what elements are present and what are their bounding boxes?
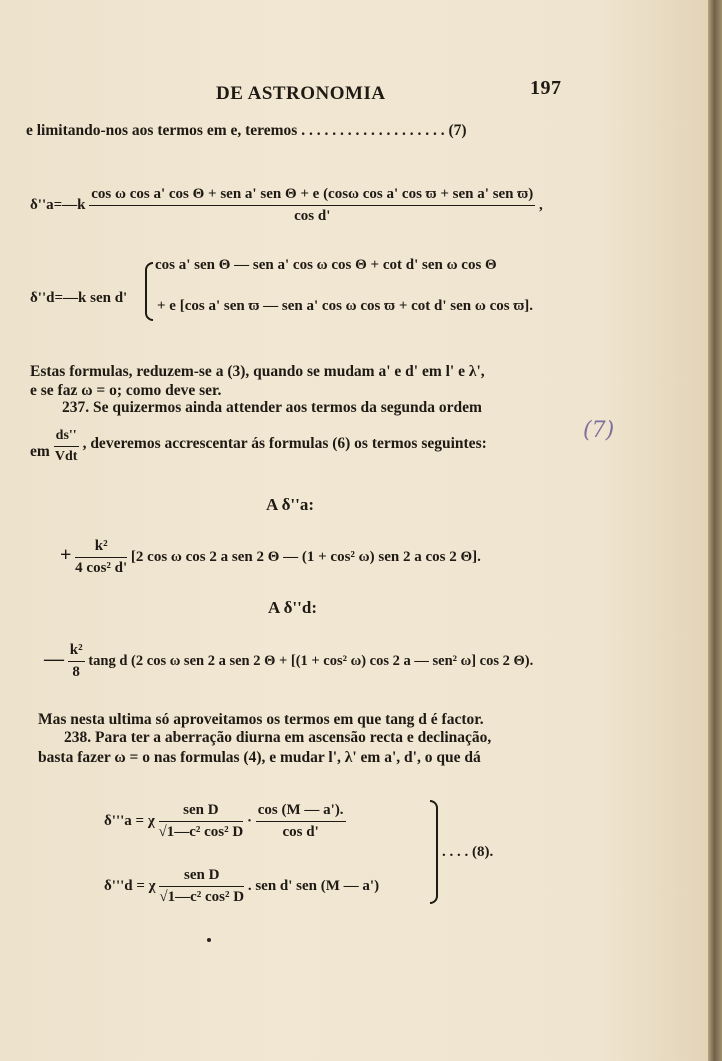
para1-line1: Estas formulas, reduzem-se a (3), quando se mudam a' e d' em l' e λ', xyxy=(30,363,485,380)
ds-denominator: Vdt xyxy=(54,449,78,464)
para2-line3: basta fazer ω = o nas formulas (4), e mudar l', λ' em a', d', o que dá xyxy=(38,749,481,766)
eq3-pre: + xyxy=(60,543,72,566)
eq8-row2 xyxy=(104,867,379,906)
para2-line2: 238. Para ter a aberração diurna em ascensão recta e declinação, xyxy=(64,729,492,746)
intro-line: e limitando-nos aos termos em e, teremos . . . . . . . . . . . . . . . . . . . (7) xyxy=(26,122,467,139)
eq8-row1-den2: cos d' xyxy=(282,824,319,840)
eq8-row2-lhs: δ'''d = χ xyxy=(104,877,156,894)
para1-line4-post: , deveremos accrescentar ás formulas (6) os termos seguintes: xyxy=(82,435,487,453)
eq4-numerator: k² xyxy=(68,642,85,662)
eq3-fraction xyxy=(75,538,127,577)
eq8-row2-den: √1—c² cos² D xyxy=(159,889,245,905)
para1-line4 xyxy=(30,428,487,465)
eq1-denominator: cos d' xyxy=(294,208,331,224)
eq8-row2-num: sen D xyxy=(159,867,244,887)
eq3-body: [2 cos ω cos 2 a sen 2 Θ — (1 + cos² ω) sen 2 a cos 2 Θ]. xyxy=(130,548,481,565)
ink-speck xyxy=(207,938,211,942)
eq2-line1: cos a' sen Θ — sen a' cos ω cos Θ + cot d' sen ω cos Θ xyxy=(155,257,497,273)
eq8-row2-tail: . sen d' sen (M — a') xyxy=(247,877,380,894)
eq3-denominator: 4 cos² d' xyxy=(75,560,128,576)
eq8-row1-fraction1 xyxy=(159,802,244,841)
eq8-row2-fraction xyxy=(159,867,244,906)
eq1-fraction xyxy=(89,186,535,225)
eq8-label: . . . . (8). xyxy=(442,844,494,860)
eq8-row1 xyxy=(104,802,346,841)
eq8-row1-lhs: δ'''a = χ xyxy=(104,812,155,829)
eq4-fraction xyxy=(68,642,85,681)
eq2-brace xyxy=(145,262,153,321)
eq1-tail: , xyxy=(539,196,543,213)
para2-line1: Mas nesta ultima só aproveitamos os termos em que tang d é factor. xyxy=(38,711,484,728)
eq8-row1-dot: · xyxy=(246,812,252,829)
eq4-pre: — xyxy=(44,647,64,670)
para1-line3: 237. Se quizermos ainda attender aos termos da segunda ordem xyxy=(62,399,482,416)
equation-a-delta-d xyxy=(44,642,533,681)
section-a-delta-a: A δ''a: xyxy=(266,495,315,514)
ds-over-vdt xyxy=(54,428,79,465)
para1-line2: e se faz ω = o; como deve ser. xyxy=(30,382,222,399)
eq1-lhs: δ''a=—k xyxy=(30,196,86,213)
eq1-numerator: cos ω cos a' cos Θ + sen a' sen Θ + e (cosω cos a' cos ϖ + sen a' sen ϖ) xyxy=(89,186,535,206)
eq8-row1-num1: sen D xyxy=(159,802,244,822)
eq8-brace xyxy=(430,800,438,904)
eq2-lhs: δ''d=—k sen d' xyxy=(30,290,128,306)
running-title: DE ASTRONOMIA xyxy=(216,83,386,104)
eq3-numerator: k² xyxy=(75,538,127,558)
section-a-delta-d: A δ''d: xyxy=(268,598,317,617)
eq4-denominator: 8 xyxy=(72,664,80,680)
ds-numerator: ds'' xyxy=(54,428,79,447)
handwritten-margin-note: (7) xyxy=(583,418,615,443)
eq8-row1-den1: √1—c² cos² D xyxy=(158,824,244,840)
para1-line4-pre: em xyxy=(30,443,50,461)
book-spine-edge xyxy=(708,0,722,1061)
equation-a-delta-a xyxy=(60,538,481,577)
page-number: 197 xyxy=(530,77,562,99)
eq2-line2: + e [cos a' sen ϖ — sen a' cos ω cos ϖ + cot d' sen ω cos ϖ]. xyxy=(157,298,534,314)
equation-delta-a xyxy=(30,186,543,225)
eq8-row1-fraction2 xyxy=(256,802,346,841)
eq8-row1-num2: cos (M — a'). xyxy=(256,802,346,822)
eq4-body: tang d (2 cos ω sen 2 a sen 2 Θ + [(1 + cos² ω) cos 2 a — sen² ω] cos 2 Θ). xyxy=(88,652,534,669)
